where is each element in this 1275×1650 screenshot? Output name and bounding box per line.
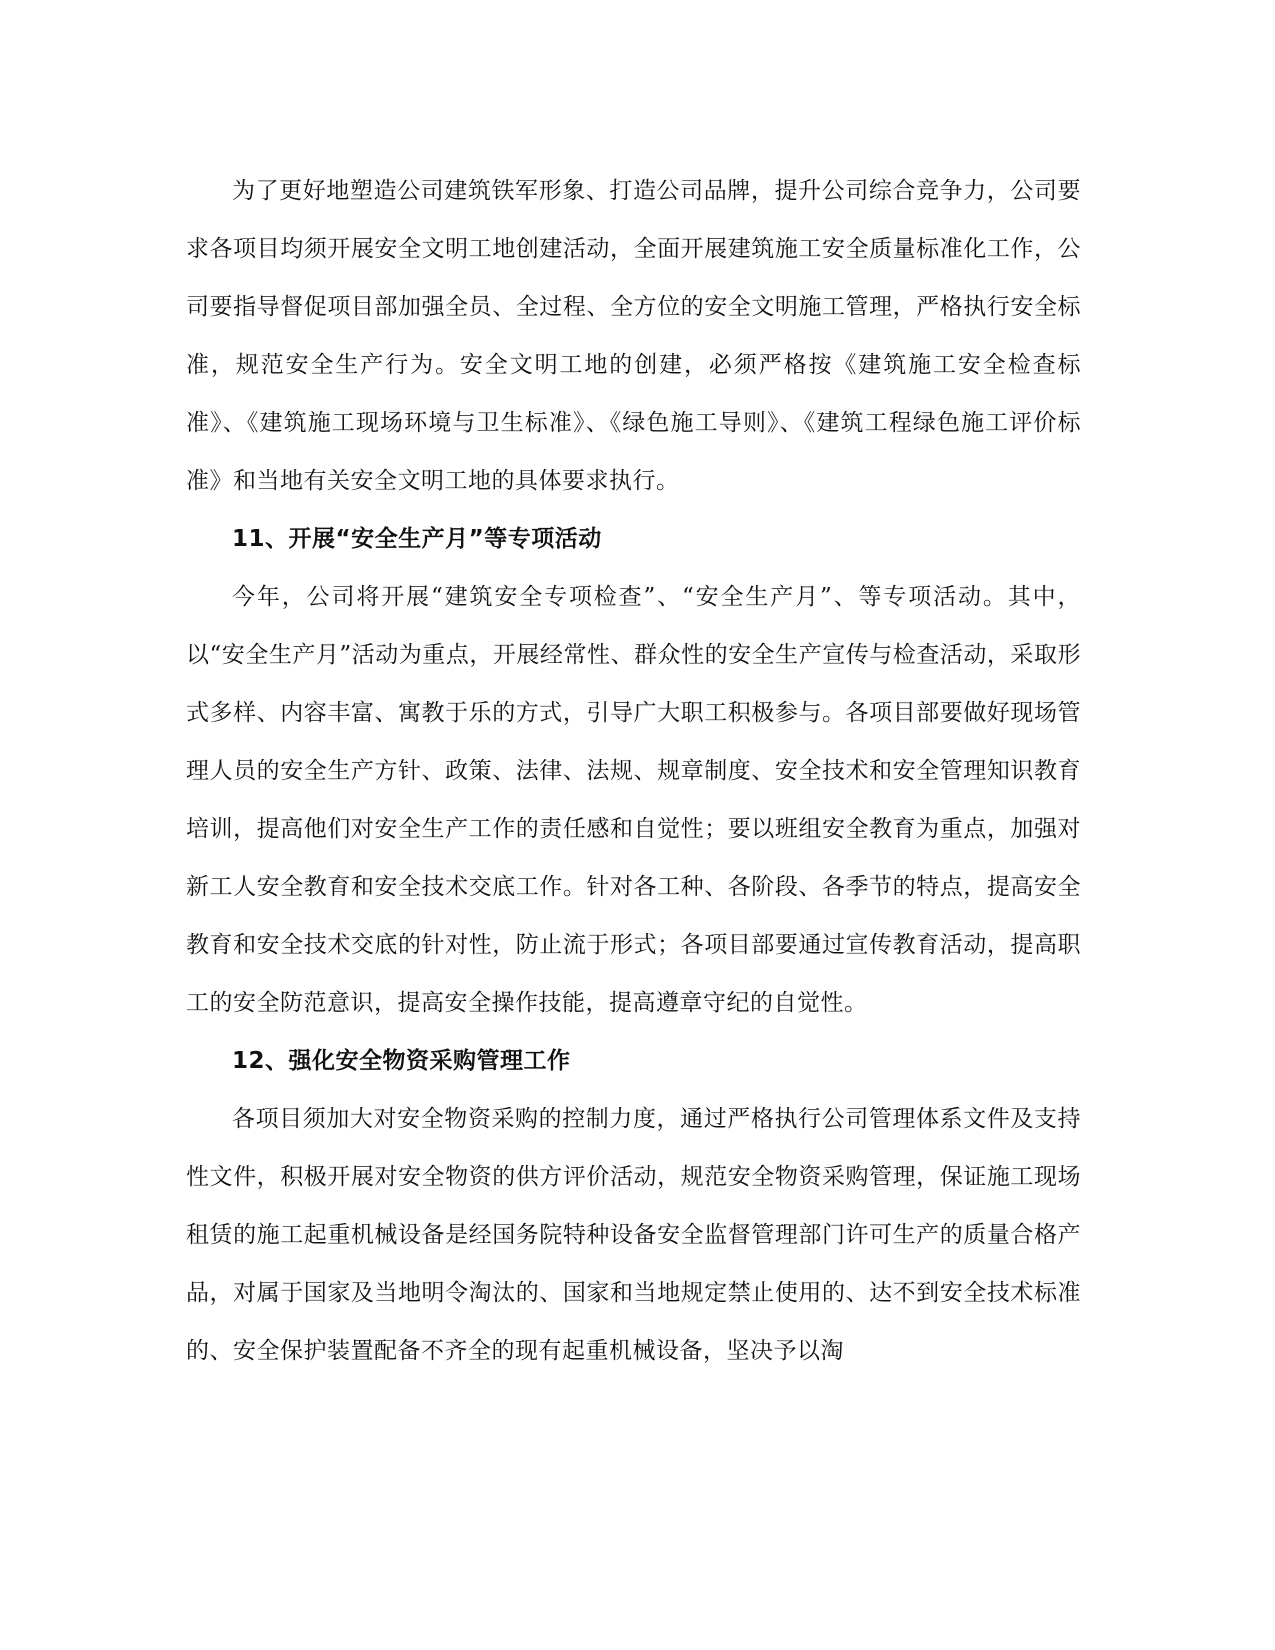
document-body xyxy=(186,162,1081,1380)
paragraph-material-procurement: 各项目须加大对安全物资采购的控制力度，通过严格执行公司管理体系文件及支持性文件，积极开展对安全物资的供方评价活动，规范安全物资采购管理，保证施工现场租赁的施工起重机械设备是经国务院特种设备安全监督管理部门许可生产的质量合格产品，对属于国家及当地明令淘汰的、国家和当地规定禁止使用的、达不到安全技术标准的、安全保护装置配备不齐全的现有起重机械设备，坚决予以淘 xyxy=(186,1106,1081,1364)
section-heading-12: 12、强化安全物资采购管理工作 xyxy=(232,1048,571,1074)
section-heading-11: 11、开展“安全生产月”等专项活动 xyxy=(232,526,602,552)
paragraph-civilized-site: 为了更好地塑造公司建筑铁军形象、打造公司品牌，提升公司综合竞争力，公司要求各项目均须开展安全文明工地创建活动，全面开展建筑施工安全质量标准化工作，公司要指导督促项目部加强全员、全过程、全方位的安全文明施工管理，严格执行安全标准，规范安全生产行为。安全文明工地的创建，必须严格按《建筑施工安全检查标准》、《建筑施工现场环境与卫生标准》、《绿色施工导则》、《建筑工程绿色施工评价标准》和当地有关安全文明工地的具体要求执行。 xyxy=(186,178,1081,494)
paragraph-safety-month: 今年，公司将开展“建筑安全专项检查”、“安全生产月”、等专项活动。其中，以“安全生产月”活动为重点，开展经常性、群众性的安全生产宣传与检查活动，采取形式多样、内容丰富、寓教于乐的方式，引导广大职工积极参与。各项目部要做好现场管理人员的安全生产方针、政策、法律、法规、规章制度、安全技术和安全管理知识教育培训，提高他们对安全生产工作的责任感和自觉性；要以班组安全教育为重点，加强对新工人安全教育和安全技术交底工作。针对各工种、各阶段、各季节的特点，提高安全教育和安全技术交底的针对性，防止流于形式；各项目部要通过宣传教育活动，提高职工的安全防范意识，提高安全操作技能，提高遵章守纪的自觉性。 xyxy=(186,584,1081,1016)
